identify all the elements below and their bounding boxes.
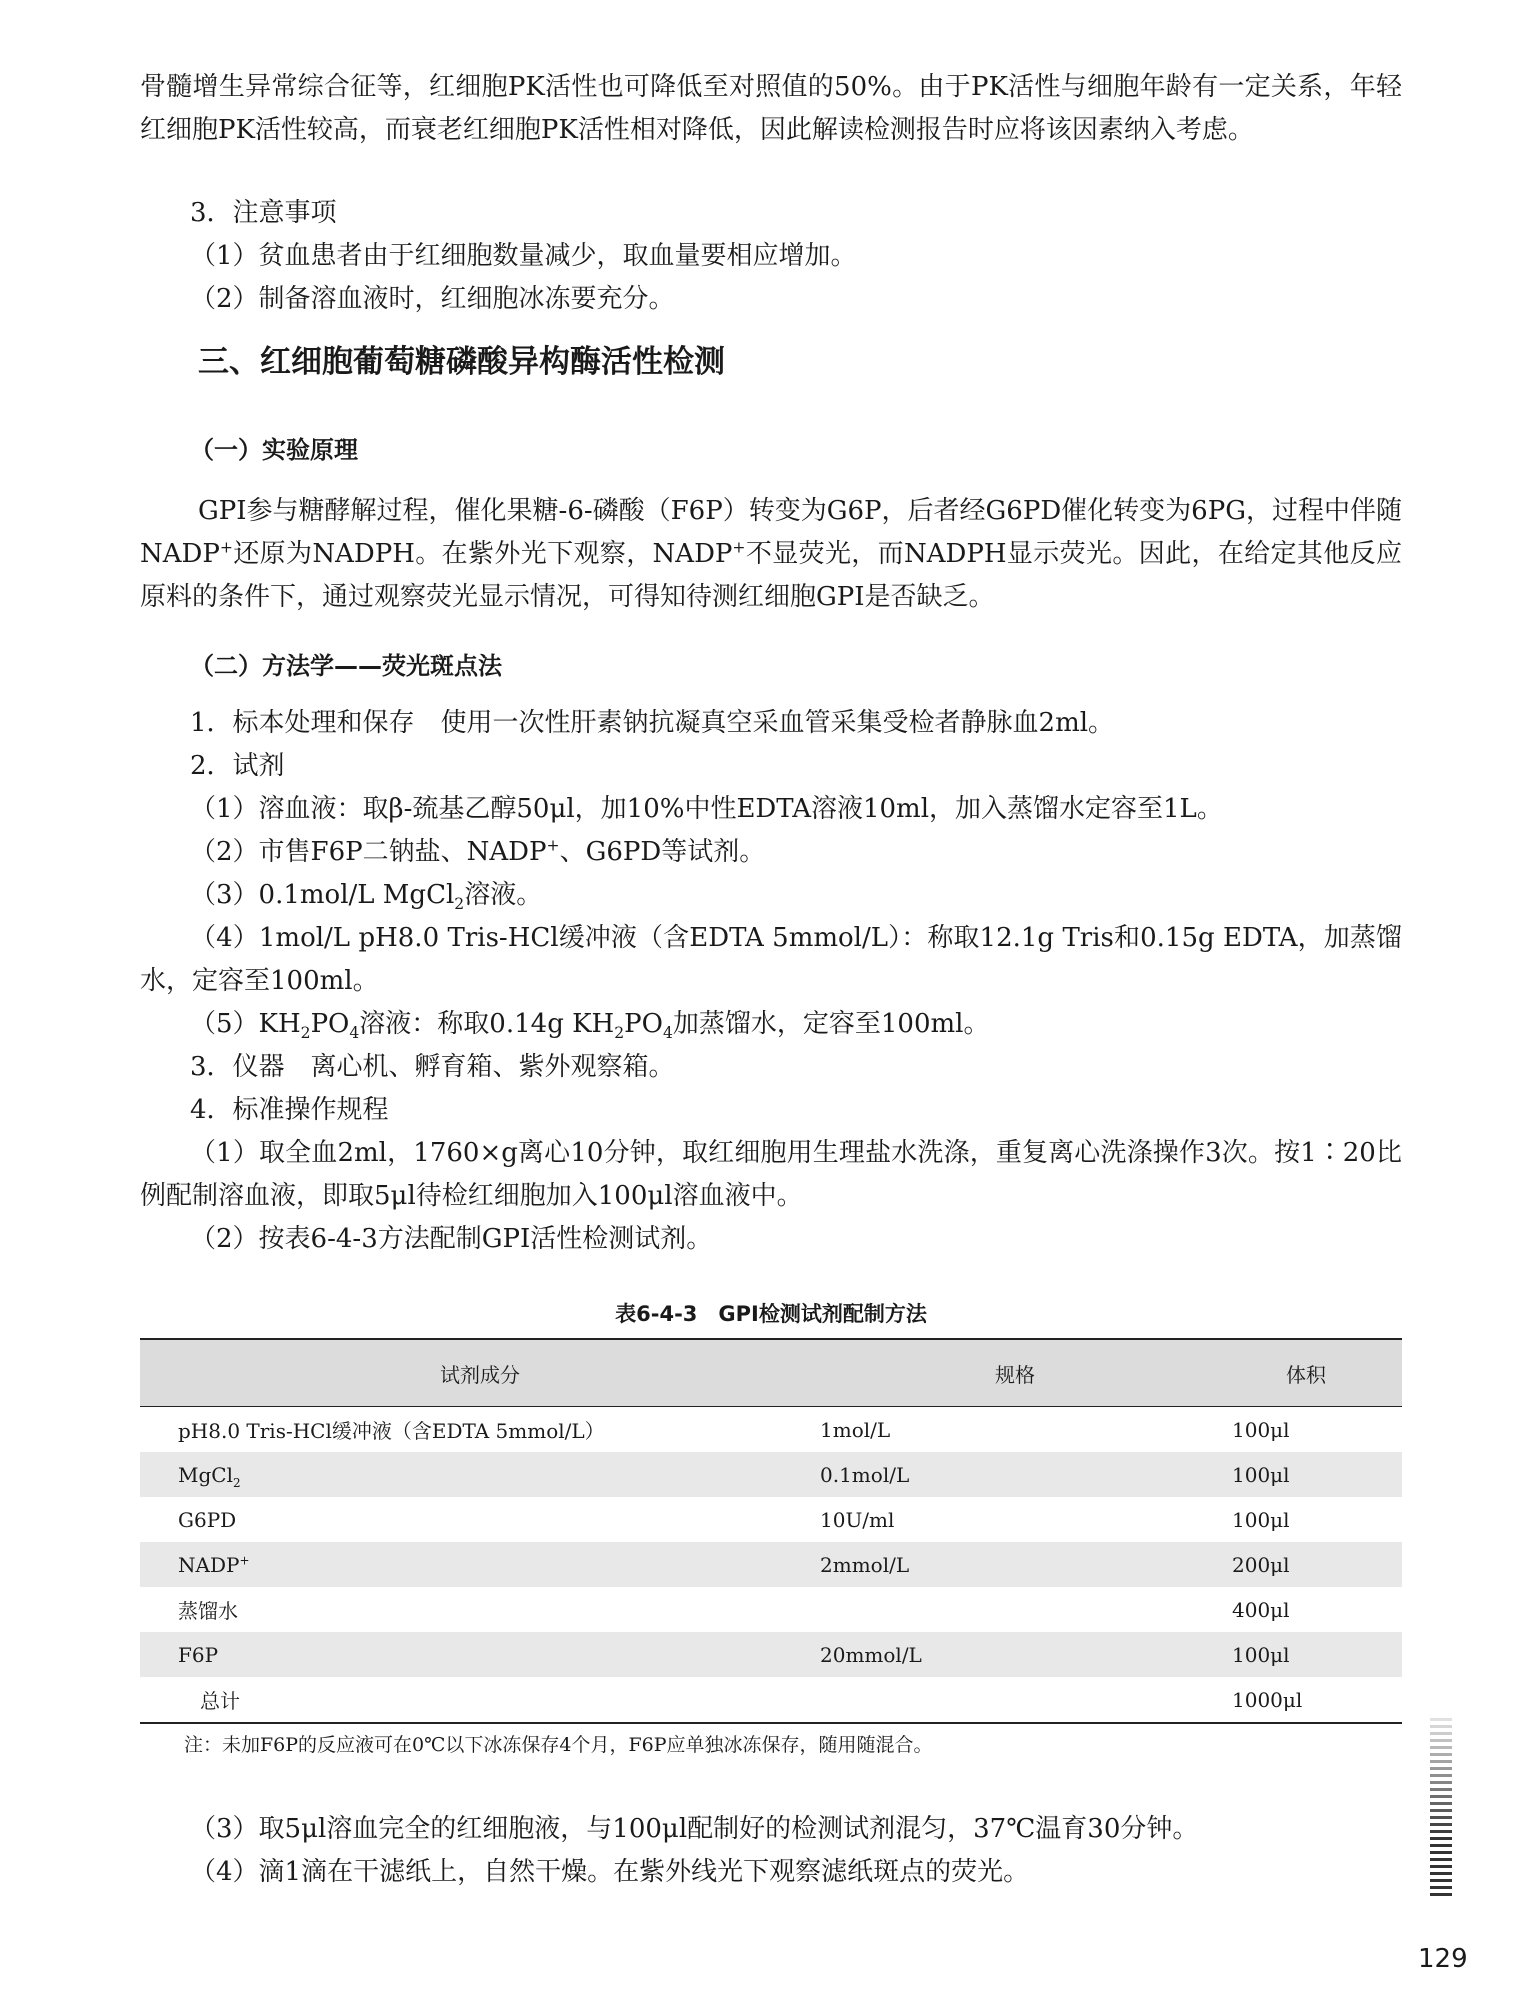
table-row [140, 1407, 1402, 1453]
cell-component: MgCl$_2$ [178, 1462, 241, 1490]
notes-heading: 3．注意事项 [190, 198, 337, 228]
principle-paragraph: GPI参与糖酵解过程，催化果糖-6-磷酸（F6P）转变为G6P，后者经G6PD催化转变为6PG，过程中伴随NADP+还原为NADPH。在紫外光下观察，NADP+不显荧光，而NADPH显示荧光。因此，在给定其他反应原料的条件下，通过观察荧光显示情况，可得知待测红细胞GPI是否缺乏。 [140, 496, 1402, 612]
cell-component: 蒸馏水 [178, 1599, 238, 1623]
specimen-line: 1．标本处理和保存 使用一次性肝素钠抗凝真空采血管采集受检者静脉血2ml。 [190, 708, 1115, 738]
subheading-method: （二）方法学——荧光斑点法 [190, 652, 502, 680]
cell-volume: 100μl [1232, 1417, 1290, 1442]
page-edge-tick-marks [1430, 1718, 1452, 1900]
paragraph-pk-activity: 骨髓增生异常综合征等，红细胞PK活性也可降低至对照值的50%。由于PK活性与细胞年龄有一定关系，年轻红细胞PK活性较高，而衰老红细胞PK活性相对降低，因此解读检测报告时应将该因素纳入考虑。 [140, 72, 1402, 145]
reagent-item-5: $(5)KH_2PO_4$溶液：称取0.14g $KH_2PO_4$加蒸馏水，定容至100ml。 [190, 1009, 990, 1043]
table-note: 注：未加F6P的反应液可在0℃以下冰冻保存4个月，F6P应单独冰冻保存，随用随混合。 [184, 1734, 933, 1756]
table-row [140, 1542, 1402, 1587]
reagent-table [140, 1338, 1402, 1724]
table-row [140, 1452, 1402, 1497]
subheading-principle: （一）实验原理 [190, 436, 358, 464]
cell-volume: 100μl [1232, 1507, 1290, 1532]
cell-component: G6PD [178, 1507, 237, 1532]
reagents-heading: 2．试剂 [190, 751, 285, 781]
note-item-1: （1）贫血患者由于红细胞数量减少，取血量要相应增加。 [190, 241, 857, 271]
sop-step-2: （2）按表6-4-3方法配制GPI活性检测试剂。 [190, 1224, 713, 1254]
cell-spec [820, 1677, 1210, 1723]
cell-spec: 10U/ml [820, 1507, 895, 1532]
table-row [140, 1632, 1402, 1677]
section-heading: 三、红细胞葡萄糖磷酸异构酶活性检测 [198, 344, 725, 380]
cell-volume: 100μl [1232, 1462, 1290, 1487]
reagent-item-4: （4）1mol/L pH8.0 Tris-HCl缓冲液（含EDTA 5mmol/L）：称取12.1g Tris和0.15g EDTA，加蒸馏水，定容至100ml。 [140, 923, 1402, 996]
table-row-total [140, 1677, 1402, 1723]
cell-spec: 2mmol/L [820, 1552, 910, 1577]
table-header-row [140, 1339, 1402, 1407]
header-volume: 体积 [1210, 1339, 1402, 1407]
header-spec: 规格 [820, 1339, 1210, 1407]
cell-component: 总计 [140, 1677, 820, 1723]
page-number: 129 [1418, 1944, 1468, 1974]
table-caption: 表6-4-3 GPI检测试剂配制方法 [615, 1302, 927, 1326]
cell-spec: 0.1mol/L [820, 1462, 910, 1487]
table-row [140, 1497, 1402, 1542]
cell-spec: 20mmol/L [820, 1642, 922, 1667]
cell-component: pH8.0 Tris-HCl缓冲液（含EDTA 5mmol/L） [178, 1419, 605, 1443]
instruments-line: 3．仪器 离心机、孵育箱、紫外观察箱。 [190, 1052, 675, 1082]
cell-component: F6P [178, 1642, 219, 1667]
reagent-item-1: （1）溶血液：取β-巯基乙醇50μl，加10%中性EDTA溶液10ml，加入蒸馏水定容至1L。 [190, 794, 1223, 824]
cell-spec: 1mol/L [820, 1417, 891, 1442]
table-row [140, 1587, 1402, 1632]
note-item-2: （2）制备溶血液时，红细胞冰冻要充分。 [190, 284, 675, 314]
cell-volume: 200μl [1232, 1552, 1290, 1577]
cell-volume: 1000μl [1210, 1677, 1402, 1723]
reagent-item-2: （2）市售F6P二钠盐、NADP+、G6PD等试剂。 [190, 836, 766, 867]
header-component: 试剂成分 [140, 1339, 820, 1407]
cell-spec [820, 1587, 1210, 1632]
sop-heading: 4．标准操作规程 [190, 1095, 389, 1125]
cell-volume: 100μl [1232, 1642, 1290, 1667]
sop-step-1: （1）取全血2ml，1760×g离心10分钟，取红细胞用生理盐水洗涤，重复离心洗涤操作3次。按1∶20比例配制溶血液，即取5μl待检红细胞加入100μl溶血液中。 [140, 1138, 1402, 1211]
sop-step-4: （4）滴1滴在干滤纸上，自然干燥。在紫外线光下观察滤纸斑点的荧光。 [190, 1857, 1030, 1887]
cell-volume: 400μl [1232, 1597, 1290, 1622]
reagent-item-3: （3）0.1mol/L MgCl$_2$溶液。 [190, 880, 543, 914]
sop-step-3: （3）取5μl溶血完全的红细胞液，与100μl配制好的检测试剂混匀，37℃温育30分钟。 [190, 1814, 1199, 1844]
cell-component: NADP+ [178, 1552, 250, 1577]
